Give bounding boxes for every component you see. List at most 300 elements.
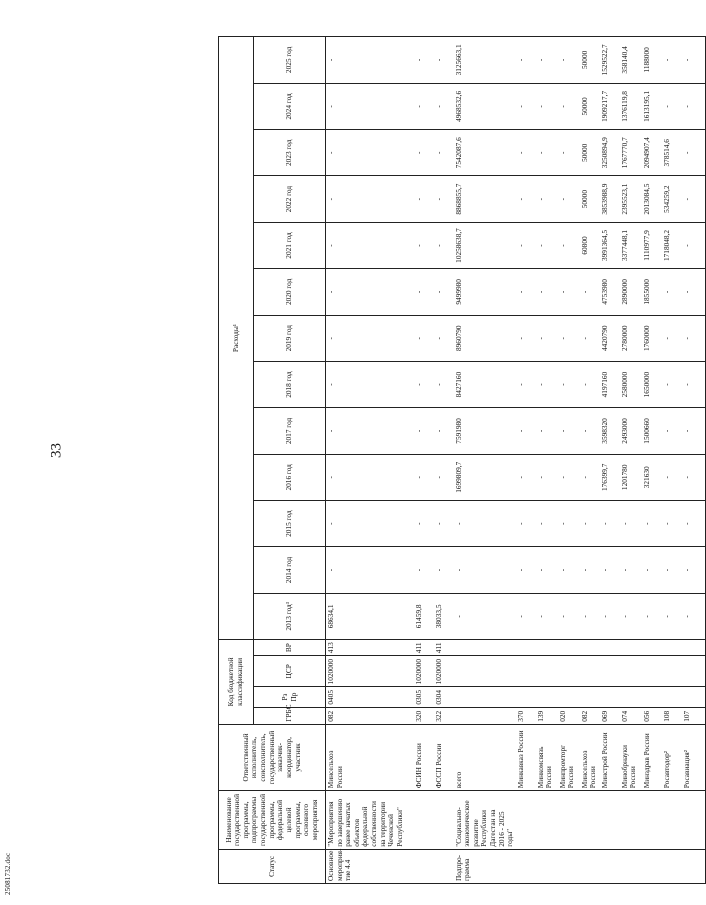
cell-value: 321630 xyxy=(642,454,662,500)
cell-value: - xyxy=(682,130,706,176)
header-responsible: Ответственный исполнитель, соисполнитель, государственный заказчик-координатор, участник xyxy=(219,724,326,791)
cell-value: - xyxy=(434,176,454,222)
cell-value: - xyxy=(414,454,434,500)
cell-value: 3853988,9 xyxy=(600,176,620,222)
cell-value: - xyxy=(414,222,434,268)
cell-name xyxy=(434,791,454,849)
cell-name xyxy=(662,791,682,849)
cell-value: 2780000 xyxy=(620,315,642,361)
cell-value: - xyxy=(326,83,414,129)
cell-name xyxy=(642,791,662,849)
cell-csr xyxy=(682,656,706,687)
cell-grbs: 069 xyxy=(600,707,620,724)
cell-value: - xyxy=(414,547,434,593)
header-budget-code: Код бюджетной классификации xyxy=(219,640,254,725)
cell-value: - xyxy=(414,130,434,176)
header-expenses: Расходы¹ xyxy=(219,37,254,640)
cell-value: - xyxy=(558,547,580,593)
header-csr: ЦСР xyxy=(254,656,326,687)
table-row xyxy=(536,37,558,884)
cell-value: - xyxy=(642,500,662,546)
cell-value: - xyxy=(536,500,558,546)
cell-value: - xyxy=(662,500,682,546)
cell-value: - xyxy=(516,408,536,454)
cell-value: - xyxy=(642,547,662,593)
cell-value: - xyxy=(662,593,682,639)
cell-value: 2013084,5 xyxy=(642,176,662,222)
cell-value: 1718048,2 xyxy=(662,222,682,268)
cell-value: - xyxy=(434,547,454,593)
cell-name: "Мероприятия по завершению ранее начатых объектов федеральной собственности на территории Чеченской Республики" xyxy=(326,791,414,849)
cell-value: - xyxy=(682,408,706,454)
table-row xyxy=(620,37,642,884)
cell-value: 534259,2 xyxy=(662,176,682,222)
cell-value: - xyxy=(516,269,536,315)
cell-value: 68634,1 xyxy=(326,593,414,639)
header-year: 2019 год xyxy=(254,315,326,361)
expenses-table-container xyxy=(218,36,691,884)
cell-value: - xyxy=(326,222,414,268)
header-year: 2021 год xyxy=(254,222,326,268)
cell-responsible: Минпромторг России xyxy=(558,724,580,791)
cell-value: 4753980 xyxy=(600,269,620,315)
cell-value: - xyxy=(536,130,558,176)
cell-value: - xyxy=(682,83,706,129)
cell-value: 61459,8 xyxy=(414,593,434,639)
cell-value: - xyxy=(326,269,414,315)
cell-value: - xyxy=(326,176,414,222)
cell-value: 358140,4 xyxy=(620,37,642,84)
cell-value: - xyxy=(580,269,600,315)
cell-value: 4197160 xyxy=(600,361,620,407)
cell-value: - xyxy=(600,547,620,593)
cell-value: - xyxy=(326,500,414,546)
cell-value: - xyxy=(662,408,682,454)
cell-value: 1500660 xyxy=(642,408,662,454)
cell-value: 8868855,7 xyxy=(454,176,516,222)
cell-grbs: 320 xyxy=(414,707,434,724)
cell-value: - xyxy=(536,37,558,84)
cell-value: - xyxy=(558,361,580,407)
cell-status xyxy=(516,849,536,883)
cell-value: - xyxy=(536,547,558,593)
cell-value: - xyxy=(682,593,706,639)
cell-value: 2094907,4 xyxy=(642,130,662,176)
cell-value: 7542087,6 xyxy=(454,130,516,176)
cell-responsible: Минсельхоз России xyxy=(326,724,414,791)
cell-value: - xyxy=(326,547,414,593)
table-row xyxy=(434,37,454,884)
cell-csr xyxy=(516,656,536,687)
cell-value: - xyxy=(326,361,414,407)
header-year: 2020 год xyxy=(254,269,326,315)
cell-value: - xyxy=(580,408,600,454)
cell-csr xyxy=(558,656,580,687)
cell-value: 1529522,7 xyxy=(600,37,620,84)
cell-value: - xyxy=(434,361,454,407)
cell-vr xyxy=(662,640,682,656)
cell-value: - xyxy=(536,454,558,500)
cell-value: - xyxy=(558,408,580,454)
cell-value: - xyxy=(620,547,642,593)
cell-value: 50000 xyxy=(580,176,600,222)
cell-value: - xyxy=(516,130,536,176)
cell-value: - xyxy=(682,361,706,407)
cell-value: 1909217,7 xyxy=(600,83,620,129)
cell-value: 176399,7 xyxy=(600,454,620,500)
cell-responsible: Росавтодор² xyxy=(662,724,682,791)
cell-value: - xyxy=(662,547,682,593)
cell-value: - xyxy=(558,315,580,361)
cell-value: - xyxy=(536,593,558,639)
cell-status: Подпро- грамма xyxy=(454,849,516,883)
cell-value: - xyxy=(558,269,580,315)
cell-value: 60800 xyxy=(580,222,600,268)
cell-value: - xyxy=(516,315,536,361)
cell-value: - xyxy=(414,83,434,129)
cell-value: 1760000 xyxy=(642,315,662,361)
cell-value: - xyxy=(682,269,706,315)
cell-grbs: 074 xyxy=(620,707,642,724)
cell-value: 1188000 xyxy=(642,37,662,84)
header-rzpr: Рз Пр xyxy=(254,687,326,707)
cell-status xyxy=(620,849,642,883)
cell-name xyxy=(600,791,620,849)
cell-value: - xyxy=(516,547,536,593)
cell-status xyxy=(682,849,706,883)
cell-value: 7591980 xyxy=(454,408,516,454)
cell-status xyxy=(434,849,454,883)
cell-value: - xyxy=(516,454,536,500)
cell-value: - xyxy=(326,408,414,454)
cell-rzpr xyxy=(516,687,536,707)
header-name: Наименование государственной программы, подпрограммы государственной программы, федеральной целевой программы, основного мероприятия xyxy=(219,791,326,849)
cell-responsible: всего xyxy=(454,724,516,791)
cell-vr: 413 xyxy=(326,640,414,656)
cell-value: - xyxy=(662,361,682,407)
cell-status: Основное мероприя- тие 4.4 xyxy=(326,849,414,883)
cell-value: - xyxy=(434,222,454,268)
table-row xyxy=(600,37,620,884)
cell-value: 3377448,1 xyxy=(620,222,642,268)
header-year: 2024 год xyxy=(254,83,326,129)
cell-value: - xyxy=(516,83,536,129)
cell-value: - xyxy=(326,130,414,176)
cell-responsible: Минздрав России xyxy=(642,724,662,791)
cell-value: 50000 xyxy=(580,83,600,129)
cell-value: 9499980 xyxy=(454,269,516,315)
cell-value: - xyxy=(536,176,558,222)
cell-status xyxy=(536,849,558,883)
cell-value: - xyxy=(536,83,558,129)
cell-vr xyxy=(600,640,620,656)
table-body xyxy=(326,37,706,884)
cell-value: - xyxy=(662,269,682,315)
header-year: 2013 год³ xyxy=(254,593,326,639)
table-row xyxy=(516,37,536,884)
header-year: 2014 год xyxy=(254,547,326,593)
cell-value: 2580000 xyxy=(620,361,642,407)
cell-value: 1650000 xyxy=(642,361,662,407)
cell-value: - xyxy=(414,408,434,454)
cell-vr xyxy=(682,640,706,656)
cell-value: 2395523,1 xyxy=(620,176,642,222)
cell-value: - xyxy=(414,176,434,222)
cell-status xyxy=(662,849,682,883)
cell-rzpr xyxy=(682,687,706,707)
table-header xyxy=(219,37,326,884)
cell-value: - xyxy=(454,500,516,546)
cell-value: - xyxy=(516,37,536,84)
cell-rzpr: 0305 xyxy=(414,687,434,707)
cell-value: - xyxy=(600,593,620,639)
cell-value: - xyxy=(326,37,414,84)
cell-value: - xyxy=(580,361,600,407)
table-row xyxy=(414,37,434,884)
cell-value: 4968532,6 xyxy=(454,83,516,129)
cell-status xyxy=(642,849,662,883)
cell-value: 38033,5 xyxy=(434,593,454,639)
cell-value: - xyxy=(620,593,642,639)
cell-grbs: 108 xyxy=(662,707,682,724)
cell-rzpr xyxy=(662,687,682,707)
cell-value: - xyxy=(414,315,434,361)
cell-csr xyxy=(454,656,516,687)
cell-csr: 1020000 xyxy=(326,656,414,687)
cell-grbs: 139 xyxy=(536,707,558,724)
cell-vr xyxy=(454,640,516,656)
cell-value: - xyxy=(516,176,536,222)
header-year: 2016 год xyxy=(254,454,326,500)
cell-value: 3991364,5 xyxy=(600,222,620,268)
table-row xyxy=(454,37,516,884)
cell-value: 3250894,9 xyxy=(600,130,620,176)
cell-rzpr: 0304 xyxy=(434,687,454,707)
cell-value: - xyxy=(454,593,516,639)
header-year: 2018 год xyxy=(254,361,326,407)
cell-value: - xyxy=(434,315,454,361)
cell-value: - xyxy=(536,269,558,315)
cell-value: - xyxy=(580,593,600,639)
cell-rzpr: 0405 xyxy=(326,687,414,707)
document-code: 25081732.doc xyxy=(4,852,12,895)
cell-value: - xyxy=(682,500,706,546)
cell-value: 1699809,7 xyxy=(454,454,516,500)
cell-value: - xyxy=(516,361,536,407)
cell-name xyxy=(516,791,536,849)
cell-grbs: 322 xyxy=(434,707,454,724)
cell-rzpr xyxy=(454,687,516,707)
cell-vr xyxy=(536,640,558,656)
cell-value: - xyxy=(536,408,558,454)
cell-value: 1855000 xyxy=(642,269,662,315)
header-year: 2017 год xyxy=(254,408,326,454)
header-year: 2023 год xyxy=(254,130,326,176)
cell-value: - xyxy=(662,454,682,500)
cell-value: - xyxy=(434,37,454,84)
cell-vr xyxy=(516,640,536,656)
table-row xyxy=(642,37,662,884)
cell-value: 50000 xyxy=(580,130,600,176)
cell-responsible: Минкомсвязь России xyxy=(536,724,558,791)
cell-rzpr xyxy=(558,687,580,707)
cell-value: - xyxy=(434,500,454,546)
table-row xyxy=(580,37,600,884)
cell-value: - xyxy=(580,547,600,593)
cell-grbs xyxy=(454,707,516,724)
cell-value: - xyxy=(558,454,580,500)
cell-status xyxy=(600,849,620,883)
cell-value: 8960790 xyxy=(454,315,516,361)
cell-name xyxy=(620,791,642,849)
cell-value: - xyxy=(558,37,580,84)
cell-rzpr xyxy=(536,687,558,707)
cell-value: - xyxy=(682,547,706,593)
cell-responsible: ФССП России xyxy=(434,724,454,791)
cell-value: 1376119,8 xyxy=(620,83,642,129)
cell-value: - xyxy=(600,500,620,546)
cell-status xyxy=(558,849,580,883)
page-number: 33 xyxy=(48,443,65,458)
cell-vr: 411 xyxy=(414,640,434,656)
cell-value: - xyxy=(558,500,580,546)
cell-responsible: Минобрнауки России xyxy=(620,724,642,791)
cell-rzpr xyxy=(600,687,620,707)
header-vr: ВР xyxy=(254,640,326,656)
cell-value: - xyxy=(434,408,454,454)
header-grbs: ГРБС xyxy=(254,707,326,724)
cell-value: - xyxy=(516,593,536,639)
cell-grbs: 370 xyxy=(516,707,536,724)
cell-vr xyxy=(558,640,580,656)
cell-name xyxy=(558,791,580,849)
cell-value: 4420790 xyxy=(600,315,620,361)
cell-value: - xyxy=(662,83,682,129)
cell-value: 10258638,7 xyxy=(454,222,516,268)
table-row xyxy=(682,37,706,884)
cell-status xyxy=(414,849,434,883)
table-row xyxy=(558,37,580,884)
cell-value: 3598320 xyxy=(600,408,620,454)
cell-name xyxy=(682,791,706,849)
cell-value: 8427160 xyxy=(454,361,516,407)
cell-vr: 411 xyxy=(434,640,454,656)
cell-name: "Социально-экономическое развитие Республики Дагестан на 2016 - 2025 годы" xyxy=(454,791,516,849)
cell-value: - xyxy=(414,269,434,315)
cell-value: 1201780 xyxy=(620,454,642,500)
cell-value: - xyxy=(682,37,706,84)
cell-grbs: 056 xyxy=(642,707,662,724)
cell-name xyxy=(414,791,434,849)
cell-grbs: 082 xyxy=(580,707,600,724)
cell-value: - xyxy=(434,130,454,176)
header-status: Статус xyxy=(219,849,326,883)
cell-vr xyxy=(642,640,662,656)
cell-value: - xyxy=(454,547,516,593)
cell-value: - xyxy=(414,500,434,546)
cell-value: 378514,6 xyxy=(662,130,682,176)
cell-name xyxy=(580,791,600,849)
cell-value: - xyxy=(536,361,558,407)
cell-value: 3125663,1 xyxy=(454,37,516,84)
table-row xyxy=(662,37,682,884)
cell-grbs: 082 xyxy=(326,707,414,724)
cell-value: - xyxy=(536,222,558,268)
header-year: 2022 год xyxy=(254,176,326,222)
cell-csr xyxy=(580,656,600,687)
cell-value: - xyxy=(580,315,600,361)
cell-responsible: Росавиация² xyxy=(682,724,706,791)
cell-value: - xyxy=(434,454,454,500)
cell-value: 2493000 xyxy=(620,408,642,454)
cell-value: - xyxy=(682,454,706,500)
cell-value: - xyxy=(682,176,706,222)
cell-value: - xyxy=(516,500,536,546)
cell-responsible: Минстрой России xyxy=(600,724,620,791)
cell-csr: 1020000 xyxy=(434,656,454,687)
cell-csr xyxy=(600,656,620,687)
cell-value: - xyxy=(580,500,600,546)
cell-value: - xyxy=(326,315,414,361)
cell-csr xyxy=(642,656,662,687)
cell-value: - xyxy=(580,454,600,500)
cell-vr xyxy=(620,640,642,656)
cell-value: - xyxy=(682,222,706,268)
cell-value: - xyxy=(434,83,454,129)
cell-csr xyxy=(536,656,558,687)
cell-value: - xyxy=(558,130,580,176)
expenses-table xyxy=(218,36,706,884)
cell-status xyxy=(580,849,600,883)
cell-vr xyxy=(580,640,600,656)
cell-rzpr xyxy=(580,687,600,707)
cell-value: - xyxy=(662,315,682,361)
cell-value: - xyxy=(558,176,580,222)
cell-value: - xyxy=(434,269,454,315)
cell-value: - xyxy=(414,37,434,84)
cell-grbs: 107 xyxy=(682,707,706,724)
cell-value: 1110977,9 xyxy=(642,222,662,268)
cell-rzpr xyxy=(620,687,642,707)
cell-value: 1613195,1 xyxy=(642,83,662,129)
header-year: 2015 год xyxy=(254,500,326,546)
cell-value: - xyxy=(642,593,662,639)
cell-value: - xyxy=(558,83,580,129)
cell-responsible: Минкавказ России xyxy=(516,724,536,791)
header-year: 2025 год xyxy=(254,37,326,84)
cell-value: - xyxy=(536,315,558,361)
table-row xyxy=(326,37,414,884)
cell-responsible: Минсельхоз России xyxy=(580,724,600,791)
cell-value: 1767770,7 xyxy=(620,130,642,176)
cell-value: 50000 xyxy=(580,37,600,84)
cell-csr xyxy=(620,656,642,687)
cell-value: - xyxy=(414,361,434,407)
cell-value: - xyxy=(682,315,706,361)
cell-value: - xyxy=(516,222,536,268)
cell-csr xyxy=(662,656,682,687)
cell-responsible: ФСИН России xyxy=(414,724,434,791)
cell-grbs: 020 xyxy=(558,707,580,724)
cell-value: - xyxy=(326,454,414,500)
cell-value: - xyxy=(620,500,642,546)
cell-value: - xyxy=(662,37,682,84)
cell-csr: 1020000 xyxy=(414,656,434,687)
cell-value: - xyxy=(558,593,580,639)
cell-name xyxy=(536,791,558,849)
cell-value: - xyxy=(558,222,580,268)
cell-rzpr xyxy=(642,687,662,707)
